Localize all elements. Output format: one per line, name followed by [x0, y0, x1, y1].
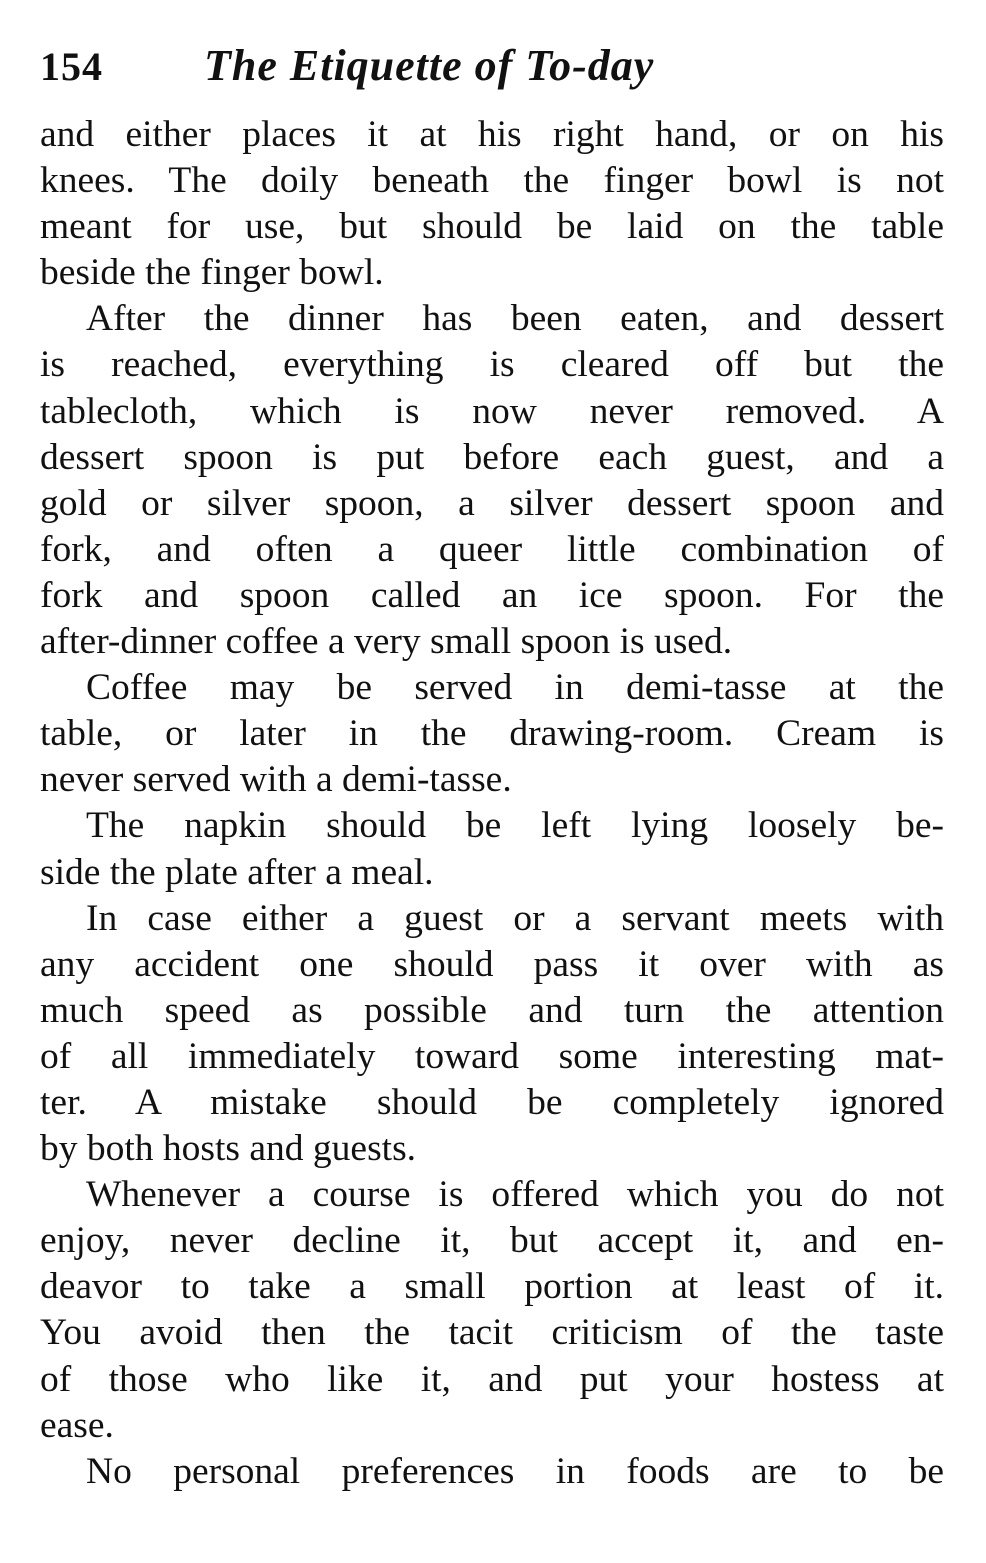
text-line: After the dinner has been eaten, and dessert: [86, 298, 944, 340]
running-title: The Etiquette of To-day: [204, 41, 655, 90]
running-head: [40, 40, 944, 108]
text-line: and either places it at his right hand, or on his: [40, 114, 944, 155]
text-line: enjoy, never decline it, but accept it, and en-: [40, 1220, 944, 1262]
text-line: deavor to take a small portion at least of it.: [40, 1266, 944, 1308]
text-line: Whenever a course is offered which you do not: [86, 1174, 944, 1216]
body-text: [40, 112, 944, 1495]
text-line: never served with a demi-tasse.: [40, 759, 512, 801]
text-line: fork and spoon called an ice spoon. For the: [40, 574, 944, 616]
text-line: ter. A mistake should be completely ignored: [40, 1081, 944, 1123]
paragraph: [40, 665, 944, 803]
paragraph: [40, 803, 944, 895]
text-line: of those who like it, and put your hostess at: [40, 1358, 944, 1400]
text-line: beside the finger bowl.: [40, 252, 384, 294]
text-line: by both hosts and guests.: [40, 1128, 417, 1170]
paragraph-continued: [40, 112, 944, 296]
paragraph: [40, 896, 944, 1173]
text-line: side the plate after a meal.: [40, 851, 434, 893]
text-line: after-dinner coffee a very small spoon is used.: [40, 621, 733, 663]
text-line: of all immediately toward some interesting mat-: [40, 1035, 944, 1077]
text-line: knees. The doily beneath the finger bowl is not: [40, 160, 944, 202]
text-line: much speed as possible and turn the attention: [40, 989, 944, 1031]
text-line: ease.: [40, 1404, 114, 1446]
text-line: fork, and often a queer little combination of: [40, 528, 944, 570]
book-page: [40, 40, 944, 1495]
text-line: No personal preferences in foods are to be: [86, 1450, 944, 1492]
text-line: dessert spoon is put before each guest, and a: [40, 436, 944, 478]
text-line: gold or silver spoon, a silver dessert spoon and: [40, 482, 944, 524]
text-line: any accident one should pass it over with as: [40, 943, 944, 985]
text-line: You avoid then the tacit criticism of the taste: [40, 1312, 944, 1354]
text-line: In case either a guest or a servant meets with: [86, 897, 944, 939]
paragraph: [40, 296, 944, 665]
page-number: 154: [40, 44, 103, 89]
text-line: meant for use, but should be laid on the table: [40, 206, 944, 248]
paragraph: [40, 1172, 944, 1449]
text-line: Coffee may be served in demi-tasse at the: [86, 667, 944, 709]
text-line: tablecloth, which is now never removed. A: [40, 390, 944, 432]
text-line: table, or later in the drawing-room. Cream is: [40, 713, 944, 755]
text-line: The napkin should be left lying loosely be-: [86, 805, 944, 847]
text-line: is reached, everything is cleared off but the: [40, 344, 944, 386]
paragraph: [40, 1449, 944, 1495]
